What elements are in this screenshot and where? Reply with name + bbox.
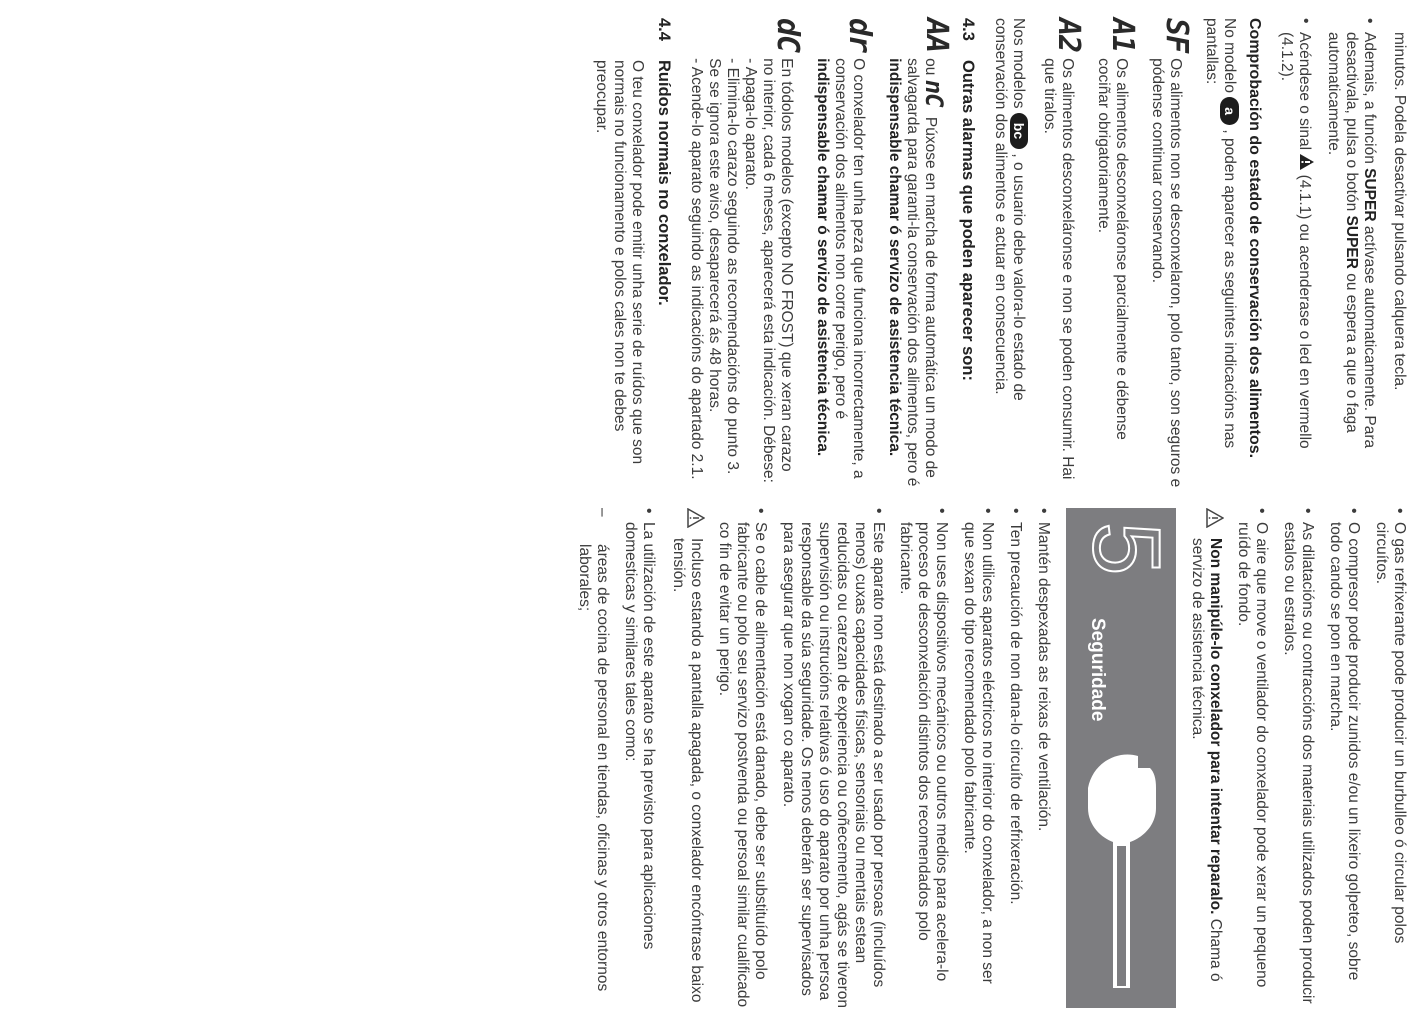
intro-text: minutos. Podela desactivar pulsando calquera tecla.: [1391, 32, 1408, 391]
section-4-4-heading: 4.4Ruídos normais no conxelador.: [655, 18, 674, 306]
code-dc-row: dC En tódolos modelos (excepto NO FROST) que xeran carazo no interior, cada 6 meses, aparecerá esta indicación. Débese: - Apaga-lo aparato. - Elimina-lo carazo seguindo as recomendacións do punto 3. Se se ignora este aviso, desaparecerá ás 48 horas. - Acende-lo aparato seguindo as indicacións do apartado 2.1.: [688, 18, 806, 483]
code-dr-row: dr O conxelador ten unha peza que funciona incorrectamente, a conservación dos alimentos non corre perigo, pero é indispensable chamar ó servizo de asistencia técnica.: [813, 18, 877, 479]
code-sf: SF: [1158, 18, 1194, 53]
code-nc: nC: [919, 79, 948, 107]
super-bullet: • Ademais, a función SUPER actívase automaticamente. Para desactivala, pulsa o botón SUPER ou espera a que o faga automaticamente.: [1324, 18, 1378, 488]
signal-bullet: • Acéndese o sinal (4.1.1) ou acenderase o led en vermello (4.1.2).: [1277, 18, 1314, 488]
safety-bullet: • Este aparato non está destinado a ser usado por persoas (incluídos nenos) cuxas capacidades físicas, sensoriais ou mentais estean reducidas ou carezan de experiencia ou coñecemento, agás se tiveron supervisión ou instrucións relativas ó uso do aparato por unha persoa responsable da súa seguridade. Os nenos deberán ser supervisados para asegurar que non xogan co aparato.: [779, 508, 887, 1008]
column-right: [575, 508, 1408, 1008]
repair-warning: Non manipúle-lo conxelador para intentar reparalo. Chama ó servizo de asistencia técnica.: [1188, 508, 1224, 1008]
code-a2: A2: [1050, 18, 1086, 53]
warning-icon: [1297, 154, 1314, 170]
noise-bullet: • O gas refrixerante pode producir un burbulleo ó circular polos circuítos.: [1372, 508, 1408, 1008]
model-bc-text: Nos modelos bc , o usuario debe valora-lo estado de conservación dos alimentos e actuar en consecuencia.: [991, 18, 1027, 401]
safety-bullet: • Non uses dispositivos mecánicos ou outros medios para acelera-lo proceso de desconxelación distintos dos recomendados polo fabricante.: [897, 508, 951, 1008]
code-a1-row: [1094, 18, 1140, 488]
warning-outline-icon: [669, 508, 705, 538]
section-4-4-text: O teu conxelador pode emitir unha serie de ruídos que son normais no funcionamento e polos cales non te debes preocupar.: [593, 60, 647, 465]
warning-outline-icon: [1188, 508, 1224, 538]
code-sf-text: Os alimentos non se desconxelaron, polo tanto, son seguros e pódense continuar conservando.: [1148, 58, 1184, 488]
super-keyword: SUPER: [1343, 215, 1361, 269]
check-heading: Comprobación do estado de conservación dos alimentos.: [1246, 18, 1264, 459]
super-keyword: SUPER: [1361, 168, 1379, 222]
code-aa-row: AA ou nC Púxose en marcha de forma automática un modo de salvagarda para garanti-la conservación dos alimentos, pero é indispensable chamar ó servizo de asistencia técnica.: [885, 18, 954, 487]
safety-bullet: • Mantén despexadas as reixas de ventilación.: [1034, 508, 1052, 1008]
safety-bullet: • La utilización de este aparato se ha previsto para aplicaciones domesticas y similares tales como:: [621, 508, 657, 1008]
model-a-badge: a: [1220, 97, 1238, 125]
code-aa: AA: [918, 18, 954, 53]
model-bc-badge: bc: [1010, 113, 1028, 149]
safety-bullet: • Se o cable de alimentación está danado, debe ser substituído polo fabricante ou polo seu servizo postvenda ou persoal similar cualificado co fin de evitar un perigo.: [715, 508, 769, 1008]
safety-bullet: • Ten precaución de non dana-lo circuíto de refrixeración.: [1006, 508, 1024, 1008]
section-title: Seguridade: [1087, 618, 1109, 722]
usage-dash-item: – áreas de cocina de personal en tiendas, oficinas y otros entornos laborales;: [575, 508, 611, 1008]
section-5-banner: [1066, 508, 1181, 1008]
code-sf-row: [1148, 18, 1194, 488]
safety-bullet: • Non utilices aparatos eléctricos no interior do conxelador, a non ser que sexan do tipo recomendado polo fabricante.: [960, 508, 996, 1008]
noise-bullet: • As dilatacións ou contraccións dos materiais utilizados poden producir estalos ou estralos.: [1280, 508, 1316, 1008]
code-a1-text: Os alimentos desconxeláronse parcialmente e débense cociñar obrigatoriamente.: [1094, 58, 1130, 440]
section-number: 5: [1073, 522, 1181, 576]
noise-bullet: • O compresor pode producir zunidos e/ou un lixeiro golpeteo, sobre todo cando se pon en marcha.: [1326, 508, 1362, 1008]
code-a1: A1: [1104, 18, 1140, 53]
code-dr: dr: [841, 18, 877, 53]
wrench-icon: [1068, 748, 1168, 988]
section-4-3-heading: 4.3Outras alarmas que poden aparecer son:: [958, 18, 977, 381]
code-dc: dC: [770, 18, 806, 53]
code-a2-row: [1040, 18, 1086, 488]
noise-bullet: • O aire que move o ventilador do conxelador pode xerar un pequeno ruído de fondo.: [1234, 508, 1270, 1008]
code-a2-text: Os alimentos desconxeláronse e non se poden consumir. Hai que tiralos.: [1040, 58, 1076, 480]
model-a-text: No modelo a , poden aparecer as seguintes indicacións nas pantallas:: [1202, 18, 1238, 449]
voltage-warning: Incluso estando a pantalla apagada, o conxelador encóntrase baixo tensión.: [669, 508, 705, 1008]
column-left: [580, 18, 1408, 488]
